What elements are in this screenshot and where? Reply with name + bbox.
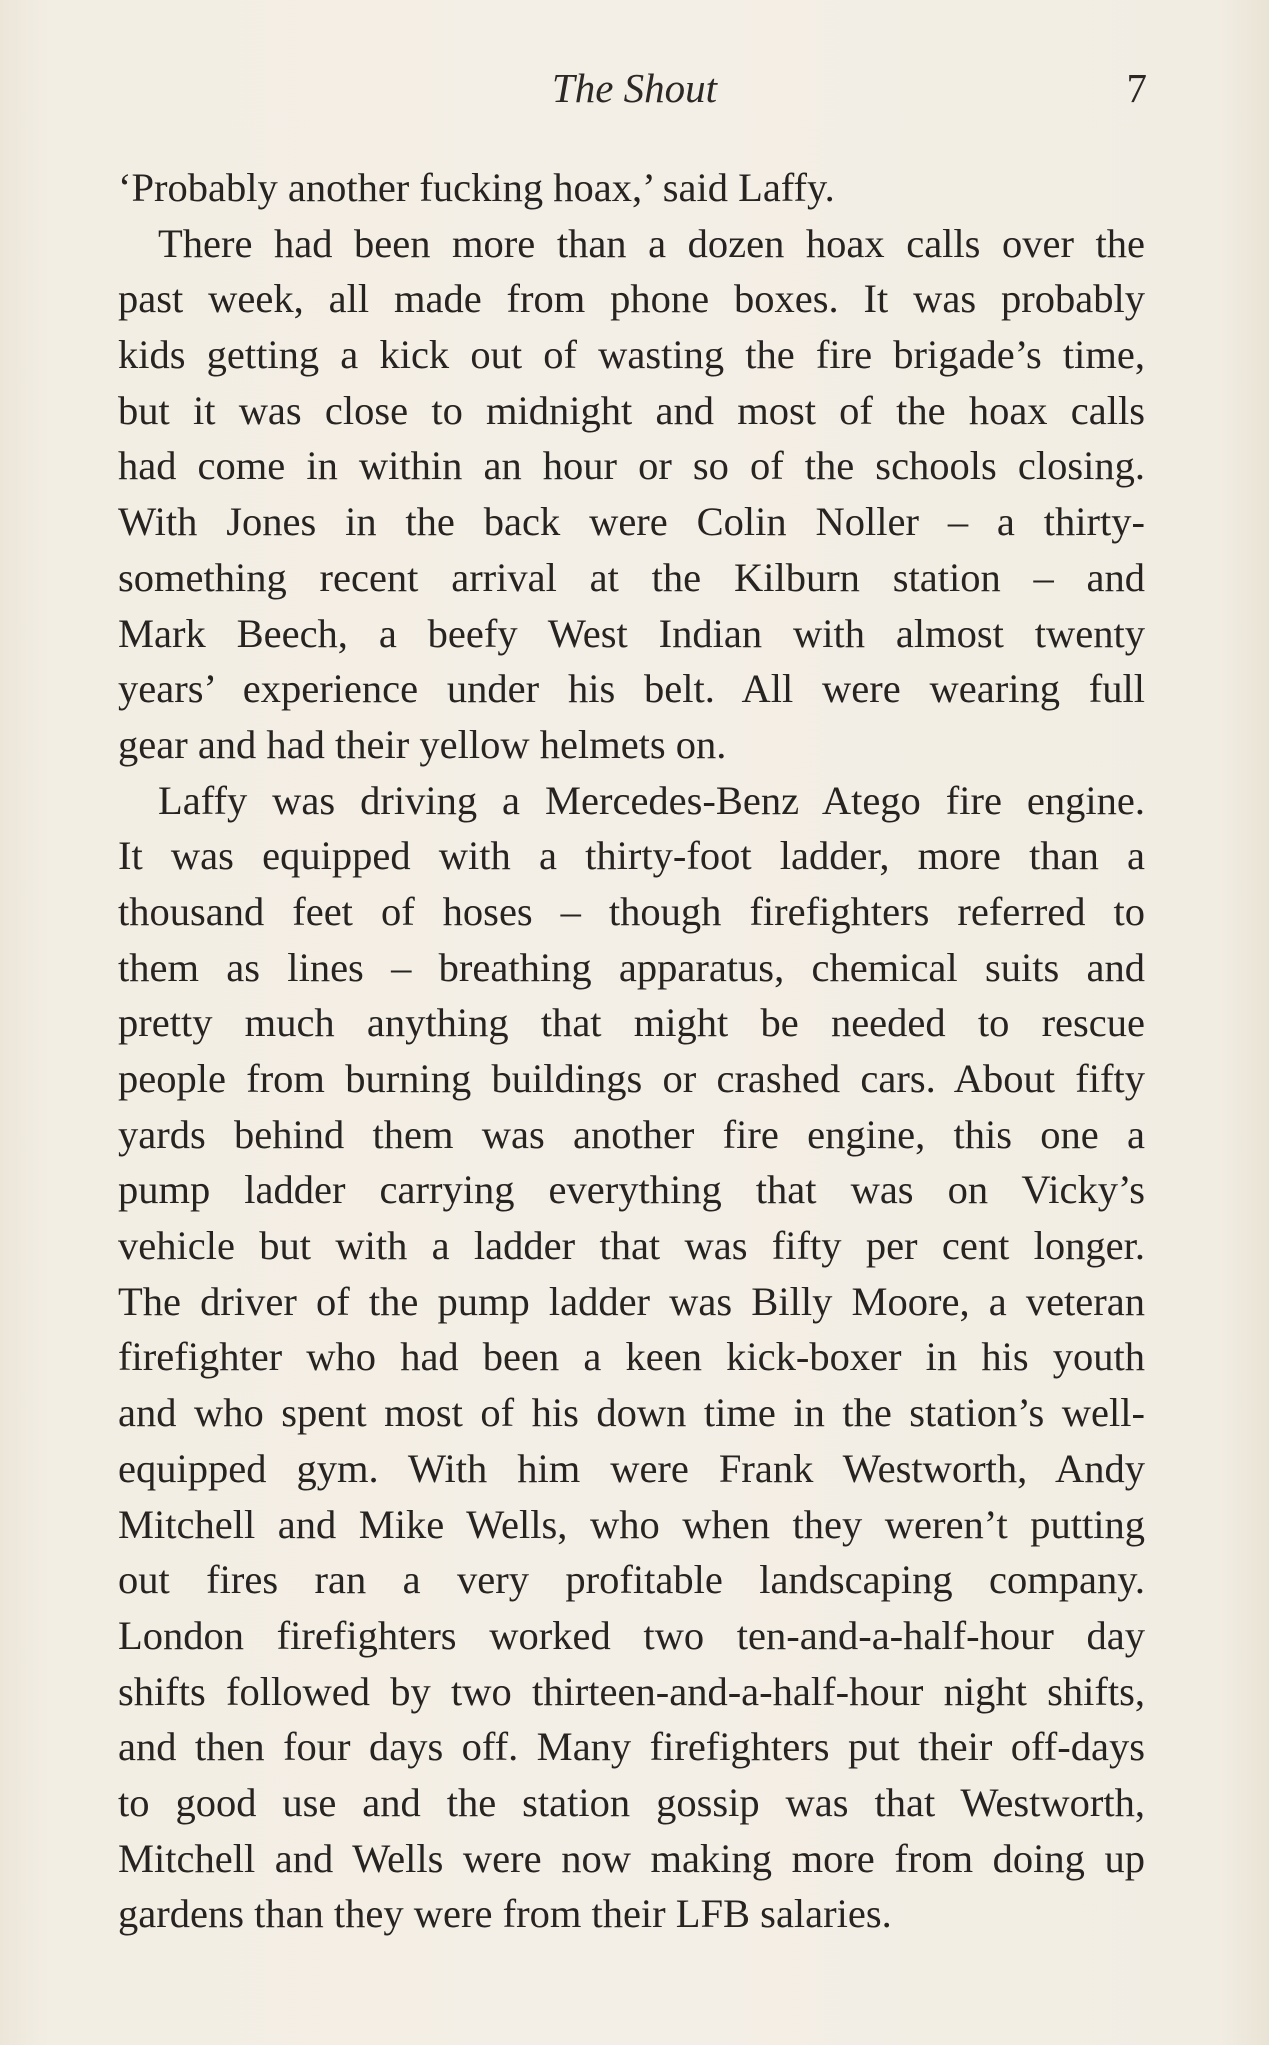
text-line: firefighter who had been a keen kick-boxer in his youth (118, 1334, 1145, 1380)
text-line: gear and had their yellow helmets on. (118, 721, 727, 767)
text-line: It was equipped with a thirty-foot ladder, more than a (118, 833, 1145, 879)
running-head-title: The Shout (551, 65, 718, 111)
text-line: people from burning buildings or crashed cars. About fifty (118, 1056, 1145, 1101)
running-head (0, 58, 1269, 118)
text-line: yards behind them was another fire engine, this one a (118, 1111, 1145, 1157)
text-line: something recent arrival at the Kilburn station – and (118, 554, 1145, 600)
body-text (118, 160, 1145, 1942)
text-line: to good use and the station gossip was that Westworth, (118, 1779, 1145, 1825)
text-line: kids getting a kick out of wasting the fire brigade’s time, (118, 332, 1145, 378)
text-line: There had been more than a dozen hoax calls over the (158, 220, 1145, 266)
text-line: The driver of the pump ladder was Billy Moore, a veteran (118, 1278, 1145, 1324)
text-line: Mitchell and Mike Wells, who when they weren’t putting (118, 1501, 1145, 1547)
text-line: and then four days off. Many firefighters put their off-days (118, 1724, 1145, 1770)
text-line: pretty much anything that might be needed to rescue (118, 1000, 1145, 1046)
text-line: but it was close to midnight and most of the hoax calls (118, 387, 1145, 433)
text-line: With Jones in the back were Colin Noller – a thirty- (118, 499, 1145, 545)
text-line: gardens than they were from their LFB salaries. (118, 1891, 892, 1937)
text-line: out fires ran a very profitable landscaping company. (118, 1557, 1145, 1603)
text-line: London firefighters worked two ten-and-a-half-hour day (118, 1612, 1145, 1658)
text-line: and who spent most of his down time in the station’s well- (118, 1390, 1145, 1436)
text-line: pump ladder carrying everything that was on Vicky’s (118, 1167, 1145, 1213)
text-line: ‘Probably another fucking hoax,’ said Laffy. (118, 165, 835, 210)
text-line: past week, all made from phone boxes. It was probably (118, 276, 1145, 322)
text-line: equipped gym. With him were Frank Westworth, Andy (118, 1445, 1145, 1491)
text-line: thousand feet of hoses – though firefighters referred to (118, 888, 1145, 934)
text-line: Laffy was driving a Mercedes-Benz Atego fire engine. (158, 777, 1145, 823)
text-line: vehicle but with a ladder that was fifty per cent longer. (118, 1223, 1145, 1269)
text-line: years’ experience under his belt. All were wearing full (118, 666, 1145, 712)
text-line: Mitchell and Wells were now making more from doing up (118, 1835, 1145, 1881)
page-number: 7 (1126, 65, 1147, 111)
text-line: had come in within an hour or so of the schools closing. (118, 443, 1145, 489)
text-line: Mark Beech, a beefy West Indian with almost twenty (118, 610, 1145, 656)
text-line: them as lines – breathing apparatus, chemical suits and (118, 944, 1145, 990)
text-line: shifts followed by two thirteen-and-a-half-hour night shifts, (118, 1668, 1145, 1714)
